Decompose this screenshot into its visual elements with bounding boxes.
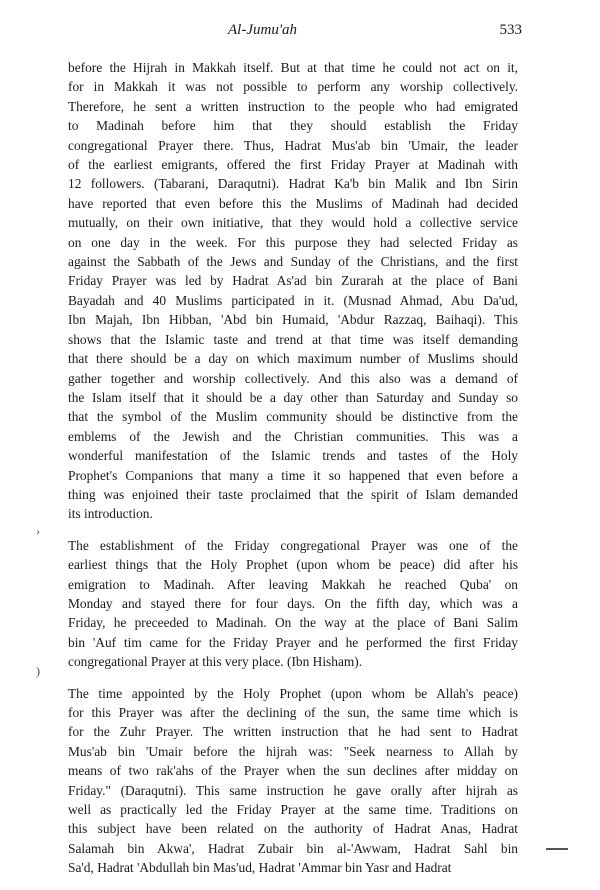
text-line: means of two rak'ahs of the Prayer when the sun declines after midday on	[68, 763, 518, 779]
text-line: mutually, on their own initiative, that they would hold a collective service	[68, 215, 518, 231]
text-line: Mus'ab bin 'Umair before the hijrah was: "Seek nearness to Allah by	[68, 743, 518, 759]
text-line: for this Prayer was after the declining of the sun, the same time which is	[68, 705, 518, 720]
text-line: Therefore, he sent a written instruction to the people who had emigrated	[68, 98, 518, 114]
text-line: emblems of the Jewish and the Christian communities. This was a	[68, 428, 518, 444]
text-line: Sa'd, Hadrat 'Abdullah bin Mas'ud, Hadrat 'Ammar bin Yasr and Hadrat	[68, 860, 452, 876]
text-line: its introduction.	[68, 506, 153, 522]
text-line: have reported that even before this the Muslims of Madinah had decided	[68, 195, 518, 211]
text-line: that the symbol of the Muslim community should be distinctive from the	[68, 409, 518, 425]
margin-dash	[546, 848, 568, 850]
page-number: 533	[499, 22, 522, 38]
text-line: Monday and stayed there for four days. On the fifth day, which was a	[68, 595, 518, 611]
text-line: the Islam itself that it should be a day other than Saturday and Sunday so	[68, 389, 518, 405]
text-line: emigration to Madinah. After leaving Makkah he reached Quba' on	[68, 576, 518, 592]
text-line: for in Makkah it was not possible to perform any worship collectively.	[68, 79, 518, 95]
text-line: Ibn Majah, Ibn Hibban, 'Abd bin Humaid, 'Abdur Razzaq, Baihaqi). This	[68, 312, 518, 328]
text-line: Prophet's Companions that many a time it so happened that even before a	[68, 467, 518, 483]
text-line: congregational Prayer there. Thus, Hadrat Mus'ab bin 'Umair, the leader	[68, 137, 518, 153]
text-line: Bayadah and 40 Muslims participated in it. (Musnad Ahmad, Abu Da'ud,	[68, 292, 518, 308]
text-line: bin 'Auf tim came for the Friday Prayer and he performed the first Friday	[68, 634, 518, 650]
paragraph-2	[68, 536, 518, 672]
paragraph-3	[68, 684, 518, 878]
text-line: The establishment of the Friday congregational Prayer was one of the	[68, 537, 518, 553]
text-line: for the Zuhr Prayer. The written instruction that he had sent to Hadrat	[68, 724, 518, 740]
text-line: Friday." (Daraqutni). This same instruction he gave orally after hijrah as	[68, 782, 518, 798]
text-line: wonderful manifestation of the Islamic trends and tastes of the Holy	[68, 448, 518, 464]
running-header	[68, 22, 522, 42]
text-line: to Madinah before him that they should establish the Friday	[68, 118, 518, 134]
text-line: against the Sabbath of the Jews and Sunday of the Christians, and the first	[68, 254, 518, 270]
text-line: of the earliest emigrants, offered the first Friday Prayer at Madinah with	[68, 157, 518, 173]
text-line: earliest things that the Holy Prophet (upon whom be peace) did after his	[68, 557, 518, 573]
text-line: before the Hijrah in Makkah itself. But at that time he could not act on it,	[68, 60, 518, 75]
text-line: congregational Prayer at this very place. (Ibn Hisham).	[68, 654, 363, 670]
text-line: thing was enjoined their taste proclaimed that the spirit of Islam demanded	[68, 486, 518, 502]
text-line: 12 followers. (Tabarani, Daraqutni). Hadrat Ka'b bin Malik and Ibn Sirin	[68, 176, 518, 192]
paragraph-1	[68, 58, 518, 524]
text-line: that there should be a day on which maximum number of Muslims should	[68, 351, 518, 367]
chapter-title: Al-Jumu'ah	[228, 22, 298, 38]
text-line: Friday, he preceeded to Madinah. On the way at the place of Bani Salim	[68, 615, 518, 631]
margin-tick: ›	[36, 524, 40, 538]
text-line: Salamah bin Akwa', Hadrat Zubair bin al-'Awwam, Hadrat Sahl bin	[68, 840, 518, 856]
text-line: this subject have been related on the authority of Hadrat Anas, Hadrat	[68, 821, 518, 837]
margin-tick: )	[36, 664, 40, 678]
text-line: gather together and worship collectively. And this also was a demand of	[68, 370, 518, 386]
body-text	[68, 58, 518, 890]
text-line: on one day in the week. For this purpose they had selected Friday as	[68, 234, 518, 250]
text-line: shows that the Islamic taste and trend at that time was itself demanding	[68, 331, 518, 347]
text-line: well as practically led the Friday Prayer at the same time. Traditions on	[68, 802, 518, 818]
text-line: The time appointed by the Holy Prophet (upon whom be Allah's peace)	[68, 685, 518, 701]
text-line: Friday Prayer was led by Hadrat As'ad bin Zurarah at the place of Bani	[68, 273, 518, 289]
